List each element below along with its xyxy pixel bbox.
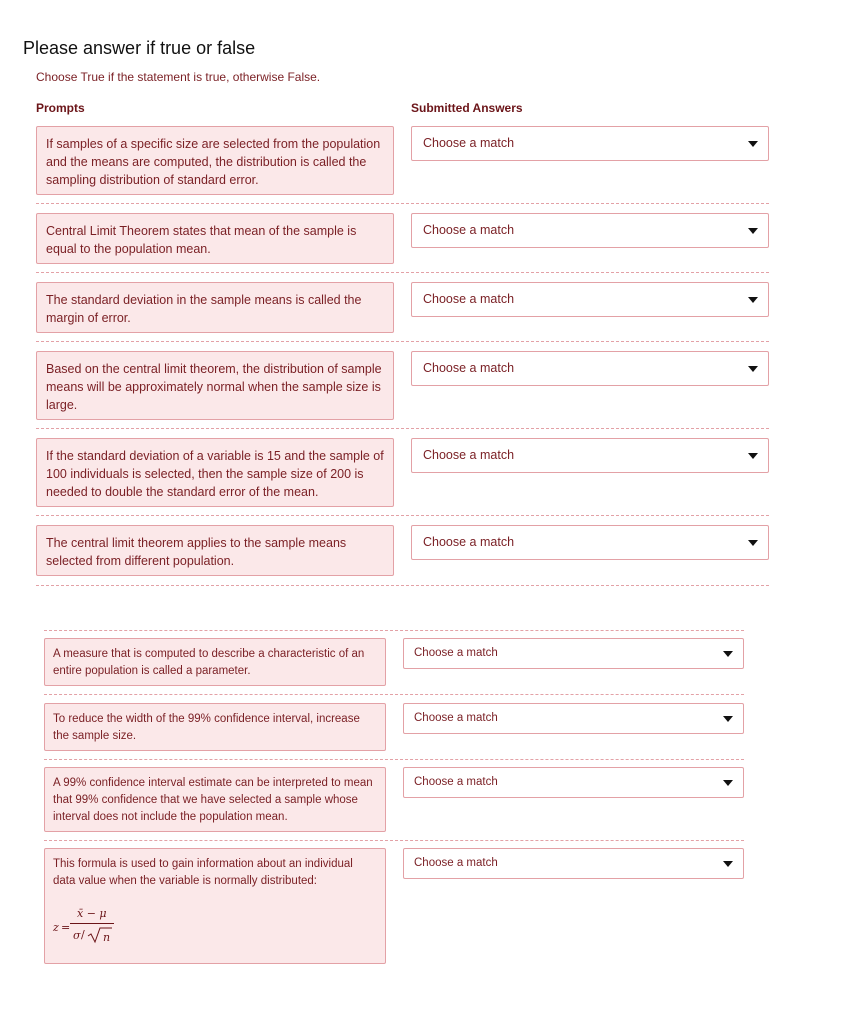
row-divider	[36, 515, 769, 516]
chevron-down-icon	[748, 297, 758, 303]
prompt-10	[44, 848, 386, 964]
answer-select-3[interactable]	[411, 282, 769, 317]
prompt-3: The standard deviation in the sample means is called the margin of error.	[36, 282, 394, 333]
answer-select-5-value: Choose a match	[423, 448, 515, 462]
answer-select-1[interactable]	[411, 126, 769, 161]
prompt-6: The central limit theorem applies to the sample means selected from different population.	[36, 525, 394, 576]
page-title: Please answer if true or false	[23, 38, 256, 58]
prompt-4: Based on the central limit theorem, the distribution of sample means will be approximately normal when the sample size is large.	[36, 351, 394, 420]
chevron-down-icon	[723, 716, 733, 722]
answer-select-9[interactable]	[403, 767, 744, 798]
formula-equals: =	[61, 921, 71, 934]
chevron-down-icon	[748, 540, 758, 546]
row-divider	[44, 694, 744, 695]
answer-select-2-value: Choose a match	[423, 223, 515, 237]
prompt-7: A measure that is computed to describe a characteristic of an entire population is called a parameter.	[44, 638, 386, 686]
chevron-down-icon	[748, 228, 758, 234]
formula-sigma: σ	[73, 929, 81, 942]
row-divider	[44, 840, 744, 841]
answer-select-9-value: Choose a match	[414, 776, 498, 788]
answer-select-1-value: Choose a match	[423, 136, 515, 150]
chevron-down-icon	[748, 366, 758, 372]
row-divider	[36, 341, 769, 342]
answer-select-5[interactable]	[411, 438, 769, 473]
chevron-down-icon	[748, 453, 758, 459]
row-divider	[36, 272, 769, 273]
formula-n: n	[103, 931, 111, 944]
answer-select-3-value: Choose a match	[423, 292, 515, 306]
prompt-10-text: This formula is used to gain information about an individual data value when the variable is normally distributed:	[53, 858, 353, 887]
prompt-2: Central Limit Theorem states that mean of the sample is equal to the population mean.	[36, 213, 394, 264]
row-divider	[36, 585, 769, 586]
answer-select-7[interactable]	[403, 638, 744, 669]
formula-z: z	[53, 921, 59, 934]
answer-select-6-value: Choose a match	[423, 535, 515, 549]
prompt-1: If samples of a specific size are selected from the population and the means are computed, the distribution is called the sampling distribution of standard error.	[36, 126, 394, 195]
answer-select-6[interactable]	[411, 525, 769, 560]
row-divider	[44, 759, 744, 760]
formula-numerator: x̄ − μ	[77, 907, 107, 920]
answer-select-2[interactable]	[411, 213, 769, 248]
answer-select-8-value: Choose a match	[414, 712, 498, 724]
answer-select-10[interactable]	[403, 848, 744, 879]
answers-header: Submitted Answers	[411, 101, 523, 115]
chevron-down-icon	[723, 861, 733, 867]
instructions: Choose True if the statement is true, otherwise False.	[36, 70, 321, 84]
prompts-header: Prompts	[36, 101, 85, 115]
answer-select-4[interactable]	[411, 351, 769, 386]
row-divider	[36, 203, 769, 204]
answer-select-7-value: Choose a match	[414, 647, 498, 659]
chevron-down-icon	[748, 141, 758, 147]
chevron-down-icon	[723, 780, 733, 786]
fraction-bar	[70, 923, 114, 924]
answer-select-10-value: Choose a match	[414, 857, 498, 869]
prompt-8: To reduce the width of the 99% confidence interval, increase the sample size.	[44, 703, 386, 751]
row-divider	[36, 428, 769, 429]
prompt-5: If the standard deviation of a variable is 15 and the sample of 100 individuals is selected, then the sample size of 200 is needed to double the standard error of the mean.	[36, 438, 394, 507]
chevron-down-icon	[723, 651, 733, 657]
z-score-formula	[53, 900, 377, 950]
answer-select-8[interactable]	[403, 703, 744, 734]
answer-select-4-value: Choose a match	[423, 361, 515, 375]
formula-slash: /	[81, 928, 85, 941]
row-divider	[44, 630, 744, 631]
prompt-9: A 99% confidence interval estimate can be interpreted to mean that 99% confidence that we have selected a sample whose interval does not include the population mean.	[44, 767, 386, 832]
